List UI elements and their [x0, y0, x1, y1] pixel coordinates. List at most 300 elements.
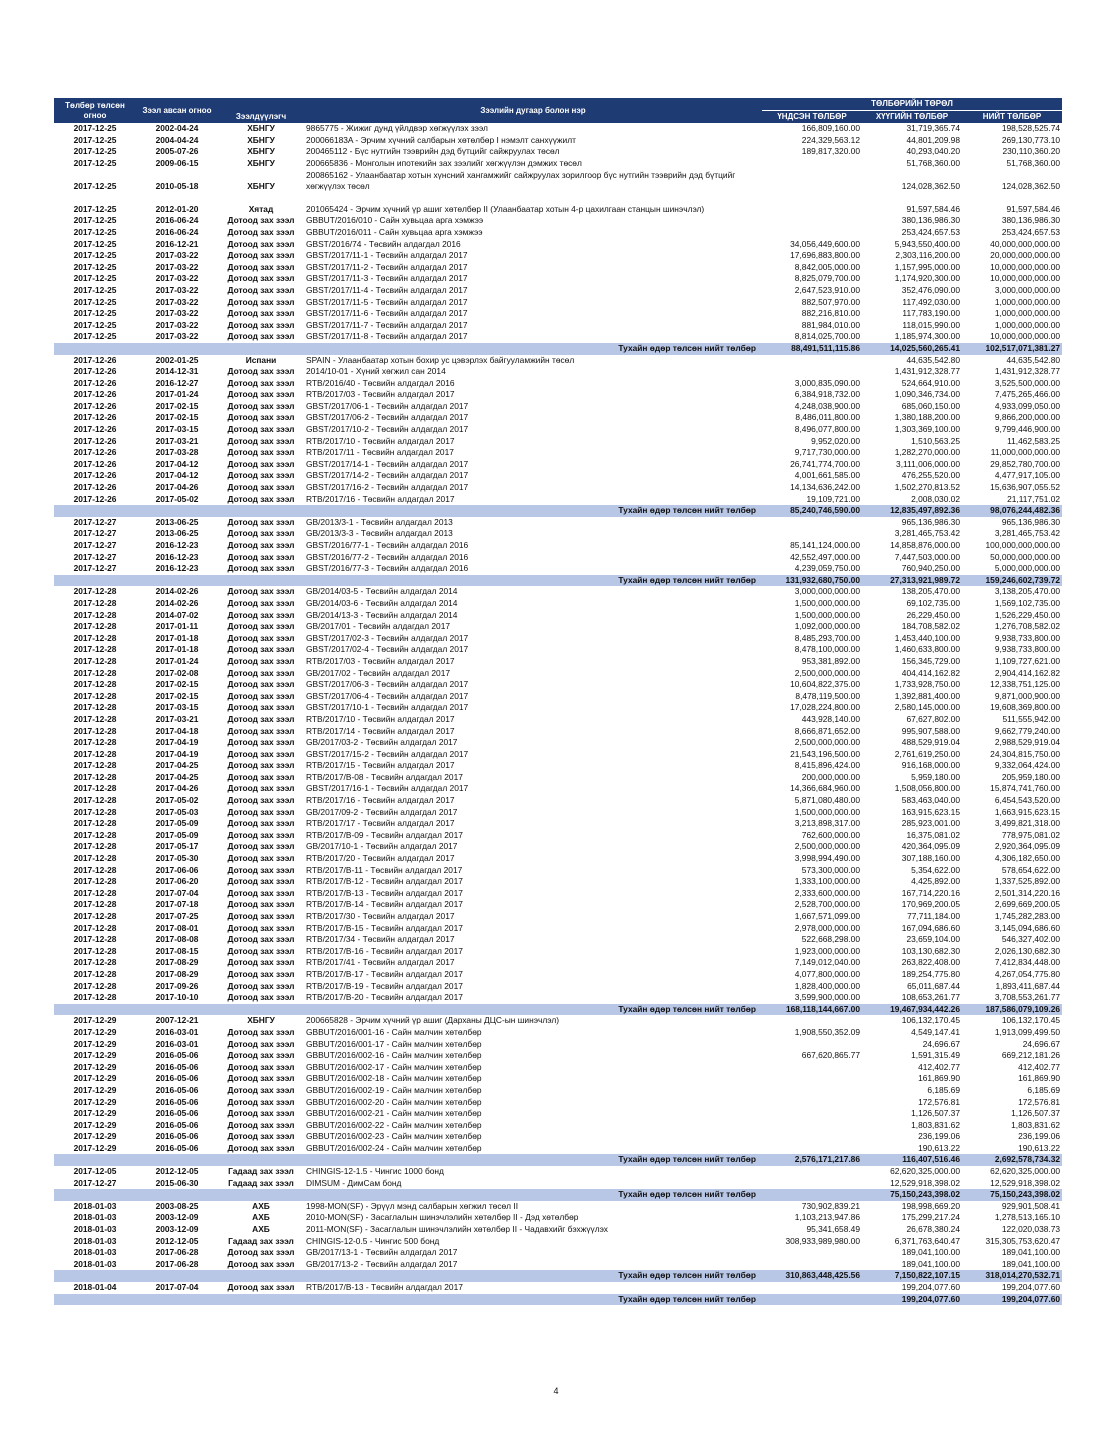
cell-paid-date: 2017-12-29 — [73, 1119, 117, 1130]
cell-loan-date: 2017-02-15 — [155, 679, 199, 690]
table-row — [54, 262, 1062, 274]
cell-loan-date: 2017-03-22 — [155, 261, 199, 272]
cell-principal: 17,028,224,800.00 — [790, 702, 860, 713]
cell-description: RTB/2017/41 - Төсвийн алдагдал 2017 — [306, 957, 455, 968]
cell-principal: 1,500,000,000.00 — [794, 806, 860, 817]
cell-loan-date: 2007-12-21 — [155, 1015, 199, 1026]
cell-principal: 8,478,119,500.00 — [795, 690, 860, 701]
header-description: Зээлийн дугаар болон нэр — [304, 98, 762, 123]
cell-creditor: Дотоод зах зээл — [227, 771, 295, 782]
cell-total: 11,462,583.25 — [1007, 435, 1061, 446]
cell-paid-date: 2017-12-29 — [73, 1015, 117, 1026]
cell-description: 200665828 - Эрчим хүчний үр ашиг (Дарханы ДЦС-ын шинэчлэл) — [306, 1015, 560, 1026]
cell-principal — [762, 227, 862, 239]
cell-interest: 285,923,001.00 — [901, 818, 960, 829]
cell-paid-date: 2017-12-29 — [73, 1061, 117, 1072]
cell-description: GB/2017/10-1 - Төсвийн алдагдал 2017 — [306, 841, 458, 852]
cell-paid-date: 2017-12-26 — [73, 482, 117, 493]
table-row — [54, 610, 1062, 622]
cell-description: GBBUT/2016/001-17 - Сайн малчин хөтөлбөр — [306, 1038, 482, 1049]
subtotal-total: 187,586,079,109.26 — [962, 1004, 1062, 1016]
cell-loan-date: 2003-12-09 — [155, 1224, 199, 1235]
table-row — [54, 273, 1062, 285]
cell-principal: 21,543,196,500.00 — [790, 748, 860, 759]
subtotal-total: 75,150,243,398.02 — [962, 1189, 1062, 1201]
cell-creditor: Дотоод зах зээл — [227, 1050, 295, 1061]
cell-total: 50,000,000,000.00 — [990, 551, 1061, 562]
cell-total: 1,000,000,000.00 — [994, 296, 1061, 307]
table-row — [54, 807, 1062, 819]
payments-table — [54, 98, 1062, 1305]
cell-paid-date: 2017-12-28 — [73, 899, 117, 910]
cell-loan-date: 2002-04-24 — [155, 123, 199, 133]
cell-interest: 995,907,588.00 — [901, 725, 960, 736]
table-row — [54, 1039, 1062, 1051]
cell-loan-date: 2012-12-05 — [155, 1166, 199, 1177]
cell-interest: 1,174,920,300.00 — [894, 273, 960, 284]
cell-total: 10,000,000,000.00 — [990, 261, 1061, 272]
cell-paid-date: 2017-12-28 — [73, 667, 117, 678]
cell-total: 1,000,000,000.00 — [994, 308, 1061, 319]
subtotal-interest: 14,025,560,265.41 — [862, 343, 962, 355]
cell-total: 10,000,000,000.00 — [990, 273, 1061, 284]
table-row — [54, 726, 1062, 738]
cell-description: GBBUT/2016/002-16 - Сайн малчин хөтөлбөр — [306, 1050, 482, 1061]
cell-creditor: Дотоод зах зээл — [227, 377, 295, 388]
cell-interest: 4,425,892.00 — [911, 876, 960, 887]
subtotal-label: Тухайн өдөр төлсөн нийт төлбөр — [54, 1189, 762, 1201]
cell-description: GBBUT/2016/002-17 - Сайн малчин хөтөлбөр — [306, 1061, 482, 1072]
cell-interest: 3,111,006,000.00 — [896, 458, 960, 469]
cell-description: GBST/2016/77-1 - Төсвийн алдагдал 2016 — [306, 540, 469, 550]
table-row — [54, 633, 1062, 645]
table-row — [54, 459, 1062, 471]
cell-creditor: Дотоод зах зээл — [227, 841, 295, 852]
cell-principal: 1,092,000,000.00 — [794, 621, 860, 632]
cell-creditor: Дотоод зах зээл — [227, 818, 295, 829]
cell-description: GBST/2016/77-2 - Төсвийн алдагдал 2016 — [306, 551, 469, 562]
cell-principal: 8,814,025,700.00 — [794, 331, 860, 342]
cell-principal: 1,667,571,099.00 — [794, 911, 860, 921]
cell-total: 3,708,553,261.77 — [994, 992, 1061, 1003]
cell-description: GB/2014/03-5 - Төсвийн алдагдал 2014 — [306, 586, 458, 597]
cell-paid-date: 2017-12-26 — [73, 412, 117, 423]
table-row — [54, 911, 1062, 923]
cell-creditor: Дотоод зах зээл — [227, 899, 295, 910]
cell-paid-date: 2017-12-27 — [73, 551, 117, 562]
cell-creditor: Дотоод зах зээл — [227, 1282, 295, 1292]
cell-total: 1,000,000,000.00 — [994, 319, 1061, 330]
cell-total: 9,866,200,000.00 — [994, 412, 1061, 423]
cell-description: GBBUT/2016/011 - Сайн хувьцаа арга хэмжээ — [306, 226, 483, 237]
cell-paid-date: 2017-12-25 — [73, 296, 117, 307]
cell-total: 3,281,465,753.42 — [994, 528, 1061, 539]
table-row — [54, 285, 1062, 297]
cell-principal: 2,500,000,000.00 — [794, 841, 860, 852]
cell-paid-date: 2017-12-28 — [73, 725, 117, 736]
cell-total: 2,699,669,200.05 — [994, 899, 1061, 910]
cell-creditor: ХБНГУ — [247, 157, 275, 168]
subtotal-label: Тухайн өдөр төлсөн нийт төлбөр — [54, 1294, 762, 1306]
table-row — [54, 552, 1062, 564]
cell-interest: 420,364,095.09 — [901, 841, 960, 852]
table-row — [54, 366, 1062, 378]
cell-principal: 881,984,010.00 — [801, 319, 860, 330]
cell-principal — [762, 1062, 862, 1074]
cell-interest: 7,447,503,000.00 — [894, 551, 960, 562]
cell-total: 7,412,834,448.00 — [994, 957, 1061, 968]
cell-principal: 3,599,900,000.00 — [794, 992, 860, 1003]
cell-description: GBST/2017/11-6 - Төсвийн алдагдал 2017 — [306, 308, 468, 319]
cell-loan-date: 2017-05-30 — [155, 853, 199, 864]
cell-loan-date: 2016-12-23 — [155, 551, 199, 562]
cell-loan-date: 2017-07-04 — [155, 1282, 199, 1292]
cell-principal: 200,000,000.00 — [801, 771, 860, 782]
table-row — [54, 795, 1062, 807]
cell-creditor: Дотоод зах зээл — [227, 760, 295, 771]
cell-principal: 14,366,684,960.00 — [790, 783, 860, 794]
cell-loan-date: 2016-05-06 — [155, 1061, 199, 1072]
cell-description: GBST/2017/06-2 - Төсвийн алдагдал 2017 — [306, 412, 469, 423]
cell-paid-date: 2017-12-25 — [73, 226, 117, 237]
cell-description: 2011-MON(SF) - Засаглалын шинэчлэлийн хөтөлбөр II - Чадавхийг бэхжүүлэх — [306, 1224, 608, 1235]
table-row — [54, 737, 1062, 749]
cell-total: 100,000,000,000.00 — [985, 540, 1061, 550]
cell-loan-date: 2017-06-28 — [155, 1258, 199, 1269]
cell-principal — [762, 1015, 862, 1027]
cell-creditor: Дотоод зах зээл — [227, 366, 295, 377]
cell-interest: 44,635,542.80 — [906, 354, 960, 365]
cell-interest: 172,576.81 — [918, 1096, 960, 1107]
cell-total: 24,304,815,750.00 — [990, 748, 1061, 759]
subtotal-interest: 12,835,497,892.36 — [862, 505, 962, 517]
cell-creditor: Дотоод зах зээл — [227, 795, 295, 806]
cell-description: GBST/2017/11-7 - Төсвийн алдагдал 2017 — [306, 319, 468, 330]
cell-total: 9,332,064,424.00 — [994, 760, 1061, 771]
cell-loan-date: 2017-07-18 — [155, 899, 199, 910]
cell-interest: 6,185.69 — [927, 1084, 960, 1095]
cell-paid-date: 2017-12-28 — [73, 864, 117, 875]
cell-principal — [762, 169, 862, 192]
subtotal-label: Тухайн өдөр төлсөн нийт төлбөр — [54, 1004, 762, 1016]
cell-description: GBBUT/2016/002-24 - Сайн малчин хөтөлбөр — [306, 1142, 482, 1153]
table-row — [54, 517, 1062, 529]
cell-interest: 117,492,030.00 — [902, 296, 960, 307]
cell-interest: 3,281,465,753.42 — [894, 528, 960, 539]
cell-loan-date: 2003-12-09 — [155, 1212, 199, 1223]
cell-interest: 404,414,162.82 — [901, 667, 960, 678]
table-row — [54, 308, 1062, 320]
table-row — [54, 355, 1062, 367]
cell-interest: 24,696.67 — [922, 1038, 960, 1049]
cell-loan-date: 2017-03-22 — [155, 273, 199, 284]
cell-creditor: Дотоод зах зээл — [227, 1142, 295, 1153]
cell-loan-date: 2017-03-15 — [155, 702, 199, 713]
cell-loan-date: 2016-12-23 — [155, 563, 199, 574]
cell-interest: 14,858,876,000.00 — [890, 540, 960, 550]
cell-paid-date: 2017-12-26 — [73, 389, 117, 400]
cell-creditor: Дотоод зах зээл — [227, 1108, 295, 1119]
cell-description: RTB/2017/10 - Төсвийн алдагдал 2017 — [306, 435, 455, 446]
cell-loan-date: 2017-08-29 — [155, 957, 199, 968]
cell-total: 1,893,411,687.44 — [995, 980, 1061, 991]
cell-interest: 190,613.22 — [918, 1142, 960, 1153]
cell-description: GBST/2016/77-3 - Төсвийн алдагдал 2016 — [306, 563, 469, 574]
cell-total: 3,000,000,000.00 — [994, 284, 1061, 295]
cell-total: 230,110,360.20 — [1002, 146, 1061, 157]
cell-principal: 8,485,293,700.00 — [794, 632, 860, 643]
cell-creditor: ХБНГУ — [247, 1015, 275, 1026]
cell-loan-date: 2017-04-19 — [155, 748, 199, 759]
cell-creditor: Дотоод зах зээл — [227, 412, 295, 423]
cell-interest: 524,664,910.00 — [901, 377, 960, 388]
cell-principal — [762, 1143, 862, 1155]
cell-total: 1,663,915,623.15 — [994, 806, 1061, 817]
cell-description: 200066183A - Эрчим хүчний салбарын хөтөлбөр I нэмэлт санхүүжилт — [306, 134, 576, 145]
subtotal-row — [54, 1270, 1062, 1282]
cell-paid-date: 2018-01-03 — [73, 1247, 117, 1258]
cell-paid-date: 2017-12-27 — [73, 540, 117, 550]
cell-paid-date: 2017-12-25 — [73, 250, 117, 261]
cell-creditor: Дотоод зах зээл — [227, 400, 295, 411]
cell-loan-date: 2017-05-17 — [155, 841, 199, 852]
cell-description: GBBUT/2016/010 - Сайн хувьцаа арга хэмжээ — [306, 215, 484, 226]
cell-principal: 4,239,059,750.00 — [794, 563, 860, 574]
cell-total: 6,454,543,520.00 — [994, 795, 1061, 806]
subtotal-row — [54, 505, 1062, 517]
cell-total: 1,803,831.62 — [1011, 1119, 1061, 1130]
subtotal-principal: 88,491,511,115.86 — [762, 343, 862, 355]
subtotal-label: Тухайн өдөр төлсөн нийт төлбөр — [54, 1154, 762, 1166]
table-row — [54, 1236, 1062, 1248]
cell-total: 12,529,918,398.02 — [990, 1177, 1061, 1188]
cell-paid-date: 2018-01-03 — [73, 1258, 117, 1269]
cell-description: GBST/2017/02-4 - Төсвийн алдагдал 2017 — [306, 644, 469, 655]
table-row — [54, 169, 1062, 192]
cell-description: DIMSUM - ДимСам бонд — [306, 1177, 402, 1188]
cell-description: GBST/2016/74 - Төсвийн алдагдал 2016 — [306, 238, 461, 249]
cell-creditor: ХБНГУ — [247, 146, 275, 157]
cell-creditor: Дотоод зах зээл — [227, 713, 295, 724]
cell-loan-date: 2017-01-18 — [155, 644, 199, 655]
cell-total: 965,136,986.30 — [1001, 516, 1061, 527]
cell-interest: 16,375,081.02 — [906, 829, 960, 840]
cell-paid-date: 2017-12-28 — [73, 818, 117, 829]
cell-total: 189,041,100.00 — [1001, 1247, 1061, 1258]
cell-interest: 189,041,100.00 — [901, 1258, 960, 1269]
cell-creditor: Дотоод зах зээл — [227, 238, 295, 249]
cell-interest: 1,803,831.62 — [911, 1119, 960, 1130]
table-row — [54, 1015, 1062, 1027]
cell-creditor: Дотоод зах зээл — [227, 702, 295, 713]
cell-principal: 189,817,320.00 — [801, 146, 860, 157]
cell-description: RTB/2016/40 - Төсвийн алдагдал 2016 — [306, 377, 455, 388]
subtotal-row — [54, 1154, 1062, 1166]
cell-interest: 1,090,346,734.00 — [894, 389, 960, 400]
cell-description: GBBUT/2016/002-19 - Сайн малчин хөтөлбөр — [306, 1084, 482, 1095]
cell-loan-date: 2017-04-25 — [155, 771, 199, 782]
cell-total: 9,938,733,800.00 — [994, 632, 1061, 643]
cell-total: 106,132,170.45 — [1001, 1015, 1061, 1026]
header-paid-date: Төлбөр төлсөн огноо — [54, 98, 136, 123]
cell-interest: 1,126,507.37 — [911, 1108, 960, 1119]
cell-loan-date: 2017-08-01 — [155, 922, 199, 933]
cell-principal — [762, 517, 862, 529]
cell-loan-date: 2017-03-22 — [155, 284, 199, 295]
cell-principal — [762, 1259, 862, 1271]
cell-loan-date: 2014-02-26 — [155, 586, 199, 597]
cell-interest: 5,354,622.00 — [911, 864, 960, 875]
cell-paid-date: 2017-12-28 — [73, 806, 117, 817]
cell-interest: 1,380,188,200.00 — [894, 412, 960, 423]
cell-interest: 106,132,170.45 — [901, 1015, 960, 1026]
cell-paid-date: 2017-12-28 — [73, 957, 117, 968]
cell-description: GBST/2017/06-1 - Төсвийн алдагдал 2017 — [306, 400, 469, 411]
header-total: НИЙТ ТӨЛБӨР — [962, 111, 1062, 124]
cell-paid-date: 2018-01-03 — [73, 1212, 117, 1223]
cell-total: 21,117,751.02 — [1007, 493, 1061, 504]
cell-loan-date: 2003-08-25 — [155, 1200, 199, 1211]
cell-loan-date: 2016-06-24 — [155, 226, 199, 237]
cell-paid-date: 2017-12-26 — [73, 400, 117, 411]
cell-interest: 23,659,104.00 — [906, 934, 960, 945]
cell-principal: 7,149,012,040.00 — [794, 957, 860, 968]
cell-interest: 124,028,362.50 — [901, 180, 960, 191]
cell-paid-date: 2017-12-26 — [73, 470, 117, 481]
cell-loan-date: 2017-03-22 — [155, 308, 199, 319]
cell-interest: 685,060,150.00 — [901, 400, 960, 411]
cell-interest: 1,508,056,800.00 — [894, 783, 960, 794]
subtotal-principal — [762, 1189, 862, 1201]
table-row — [54, 1212, 1062, 1224]
table-body — [54, 123, 1062, 1305]
table-row — [54, 494, 1062, 506]
cell-interest: 1,303,369,100.00 — [894, 424, 960, 435]
cell-paid-date: 2017-12-28 — [73, 795, 117, 806]
cell-interest: 167,714,220.16 — [901, 887, 960, 898]
cell-description: 200865162 - Улаанбаатар хотын хүнсний хангамжийг сайжруулах зорилгоор бүс нутгийн тээврийн дэд бүтцийг хөгжүүлэх төсөл — [306, 170, 736, 192]
cell-creditor: Дотоод зах зээл — [227, 1096, 295, 1107]
cell-principal: 95,341,658.49 — [806, 1224, 860, 1235]
header-interest: ХҮҮГИЙН ТӨЛБӨР — [862, 111, 962, 124]
cell-loan-date: 2017-03-22 — [155, 296, 199, 307]
cell-interest: 189,254,775.80 — [901, 968, 960, 979]
cell-creditor: Дотоод зах зээл — [227, 853, 295, 864]
cell-creditor: Гадаад зах зээл — [228, 1177, 294, 1188]
cell-principal: 166,809,160.00 — [801, 123, 860, 133]
cell-creditor: Дотоод зах зээл — [227, 1073, 295, 1084]
subtotal-row — [54, 343, 1062, 355]
cell-paid-date: 2017-12-28 — [73, 945, 117, 956]
cell-creditor: Дотоод зах зээл — [227, 911, 295, 921]
table-row — [54, 540, 1062, 552]
cell-creditor: Дотоод зах зээл — [227, 957, 295, 968]
cell-description: RTB/2017/03 - Төсвийн алдагдал 2017 — [306, 655, 455, 666]
cell-creditor: Дотоод зах зээл — [227, 1247, 295, 1258]
cell-principal: 8,486,011,800.00 — [795, 412, 860, 423]
cell-creditor: ХБНГУ — [247, 134, 275, 145]
cell-interest: 1,502,270,813.52 — [894, 482, 960, 493]
cell-paid-date: 2017-12-28 — [73, 934, 117, 945]
cell-creditor: Дотоод зах зээл — [227, 922, 295, 933]
header-principal: ҮНДСЭН ТӨЛБӨР — [762, 111, 862, 124]
cell-creditor: Дотоод зах зээл — [227, 389, 295, 400]
cell-total: 190,613.22 — [1018, 1142, 1061, 1153]
cell-total: 2,920,364,095.09 — [994, 841, 1061, 852]
cell-total: 315,305,753,620.47 — [985, 1235, 1061, 1246]
cell-creditor: Дотоод зах зээл — [227, 876, 295, 887]
cell-paid-date: 2017-12-28 — [73, 853, 117, 864]
header-creditor: Зээлдүүлэгч — [218, 98, 304, 123]
cell-principal: 522,668,298.00 — [801, 934, 860, 945]
cell-creditor: Дотоод зах зээл — [227, 737, 295, 748]
cell-total: 1,278,513,165.10 — [994, 1212, 1061, 1223]
cell-loan-date: 2004-04-24 — [155, 134, 199, 145]
cell-paid-date: 2017-12-25 — [73, 331, 117, 342]
table-row — [54, 1166, 1062, 1178]
cell-principal: 3,998,994,490.00 — [794, 853, 860, 864]
cell-principal — [762, 1166, 862, 1178]
cell-interest: 26,678,380.24 — [906, 1224, 960, 1235]
cell-creditor: Дотоод зах зээл — [227, 435, 295, 446]
table-row — [54, 841, 1062, 853]
table-row — [54, 888, 1062, 900]
table-row — [54, 482, 1062, 494]
cell-creditor: Дотоод зах зээл — [227, 586, 295, 597]
cell-principal: 8,415,896,424.00 — [794, 760, 860, 771]
cell-interest: 198,998,669.20 — [901, 1200, 960, 1211]
table-row — [54, 1108, 1062, 1120]
cell-loan-date: 2017-02-15 — [155, 412, 199, 423]
cell-principal — [762, 1247, 862, 1259]
cell-interest: 236,199.06 — [918, 1131, 960, 1142]
cell-paid-date: 2017-12-28 — [73, 713, 117, 724]
cell-paid-date: 2017-12-26 — [73, 366, 117, 377]
cell-description: RTB/2017/B-19 - Төсвийн алдагдал 2017 — [306, 980, 463, 991]
cell-paid-date: 2017-12-28 — [73, 829, 117, 840]
cell-total: 5,000,000,000.00 — [994, 563, 1061, 574]
cell-paid-date: 2017-12-25 — [73, 134, 117, 145]
cell-principal: 882,507,970.00 — [801, 296, 860, 307]
cell-loan-date: 2017-05-02 — [155, 493, 199, 504]
cell-description: RTB/2017/B-15 - Төсвийн алдагдал 2017 — [306, 922, 463, 933]
cell-total: 4,477,917,105.00 — [994, 470, 1061, 481]
cell-interest: 65,011,687.44 — [907, 980, 960, 991]
cell-principal: 3,000,000,000.00 — [794, 586, 860, 597]
table-row — [54, 470, 1062, 482]
cell-description: GBST/2017/06-4 - Төсвийн алдагдал 2017 — [306, 690, 469, 701]
cell-loan-date: 2017-01-11 — [155, 621, 199, 632]
cell-description: RTB/2017/B-08 - Төсвийн алдагдал 2017 — [306, 771, 463, 782]
table-row — [54, 691, 1062, 703]
cell-paid-date: 2017-12-28 — [73, 609, 117, 620]
cell-description: RTB/2017/B-13 - Төсвийн алдагдал 2017 — [306, 1282, 463, 1292]
cell-interest: 156,345,729.00 — [901, 655, 960, 666]
cell-principal: 2,978,000,000.00 — [794, 922, 860, 933]
cell-total: 511,555,942.00 — [1002, 713, 1061, 724]
subtotal-total: 102,517,071,381.27 — [962, 343, 1062, 355]
cell-loan-date: 2017-03-15 — [155, 424, 199, 435]
table-row — [54, 586, 1062, 598]
cell-paid-date: 2017-12-28 — [73, 621, 117, 632]
cell-paid-date: 2017-12-28 — [73, 771, 117, 782]
cell-paid-date: 2017-12-28 — [73, 737, 117, 748]
cell-total: 9,871,000,900.00 — [994, 690, 1061, 701]
cell-principal — [762, 1120, 862, 1132]
cell-paid-date: 2017-12-29 — [73, 1084, 117, 1095]
cell-loan-date: 2016-05-06 — [155, 1119, 199, 1130]
cell-paid-date: 2017-12-28 — [73, 980, 117, 991]
